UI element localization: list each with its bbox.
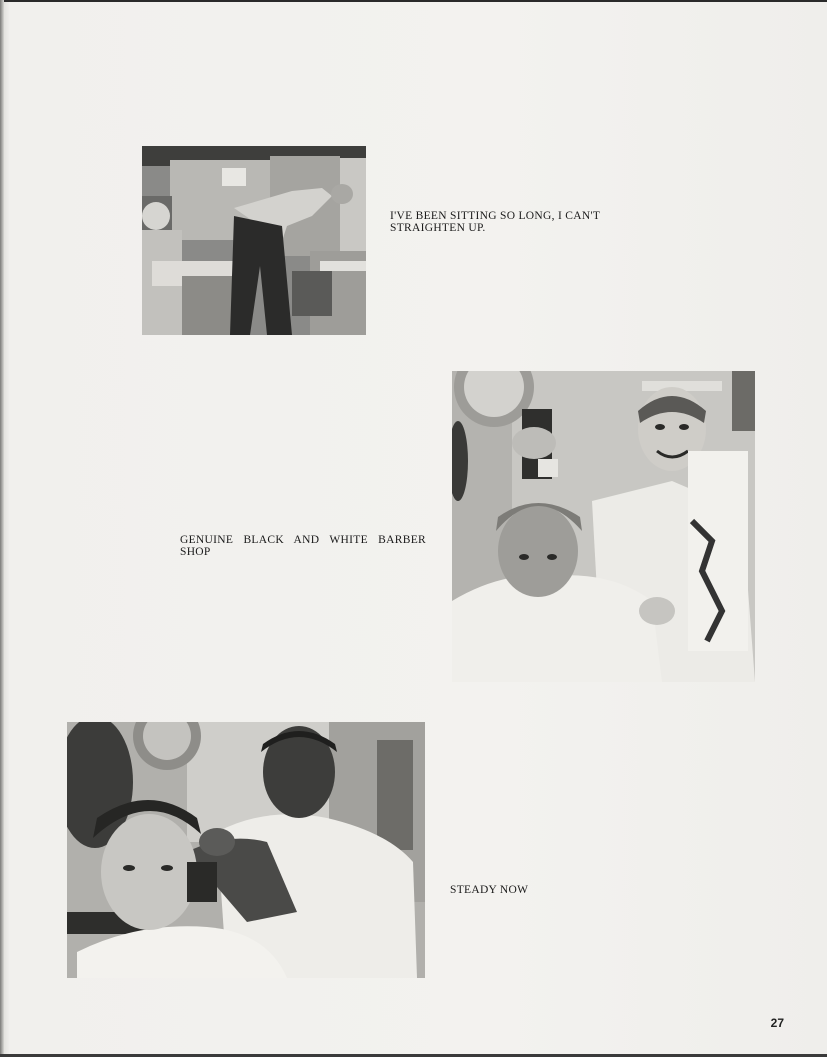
page-top-edge [0, 0, 827, 2]
photo-barber-crewcut [452, 371, 755, 682]
caption-barber-clippers [450, 884, 600, 896]
caption-barber-crewcut-text: GENUINE BLACK AND WHITE BARBER SHOP [180, 534, 426, 558]
photo-office-scene [142, 146, 366, 335]
page-number: 27 [770, 1016, 784, 1030]
photo-barber-clippers [67, 722, 425, 978]
caption-barber-clippers-text: STEADY NOW [450, 884, 529, 896]
caption-office-scene [390, 210, 640, 234]
caption-office-text: I'VE BEEN SITTING SO LONG, I CAN'T STRAIGHTEN UP. [390, 210, 600, 234]
caption-barber-crewcut [180, 534, 426, 558]
page-binding-edge [0, 0, 4, 1057]
